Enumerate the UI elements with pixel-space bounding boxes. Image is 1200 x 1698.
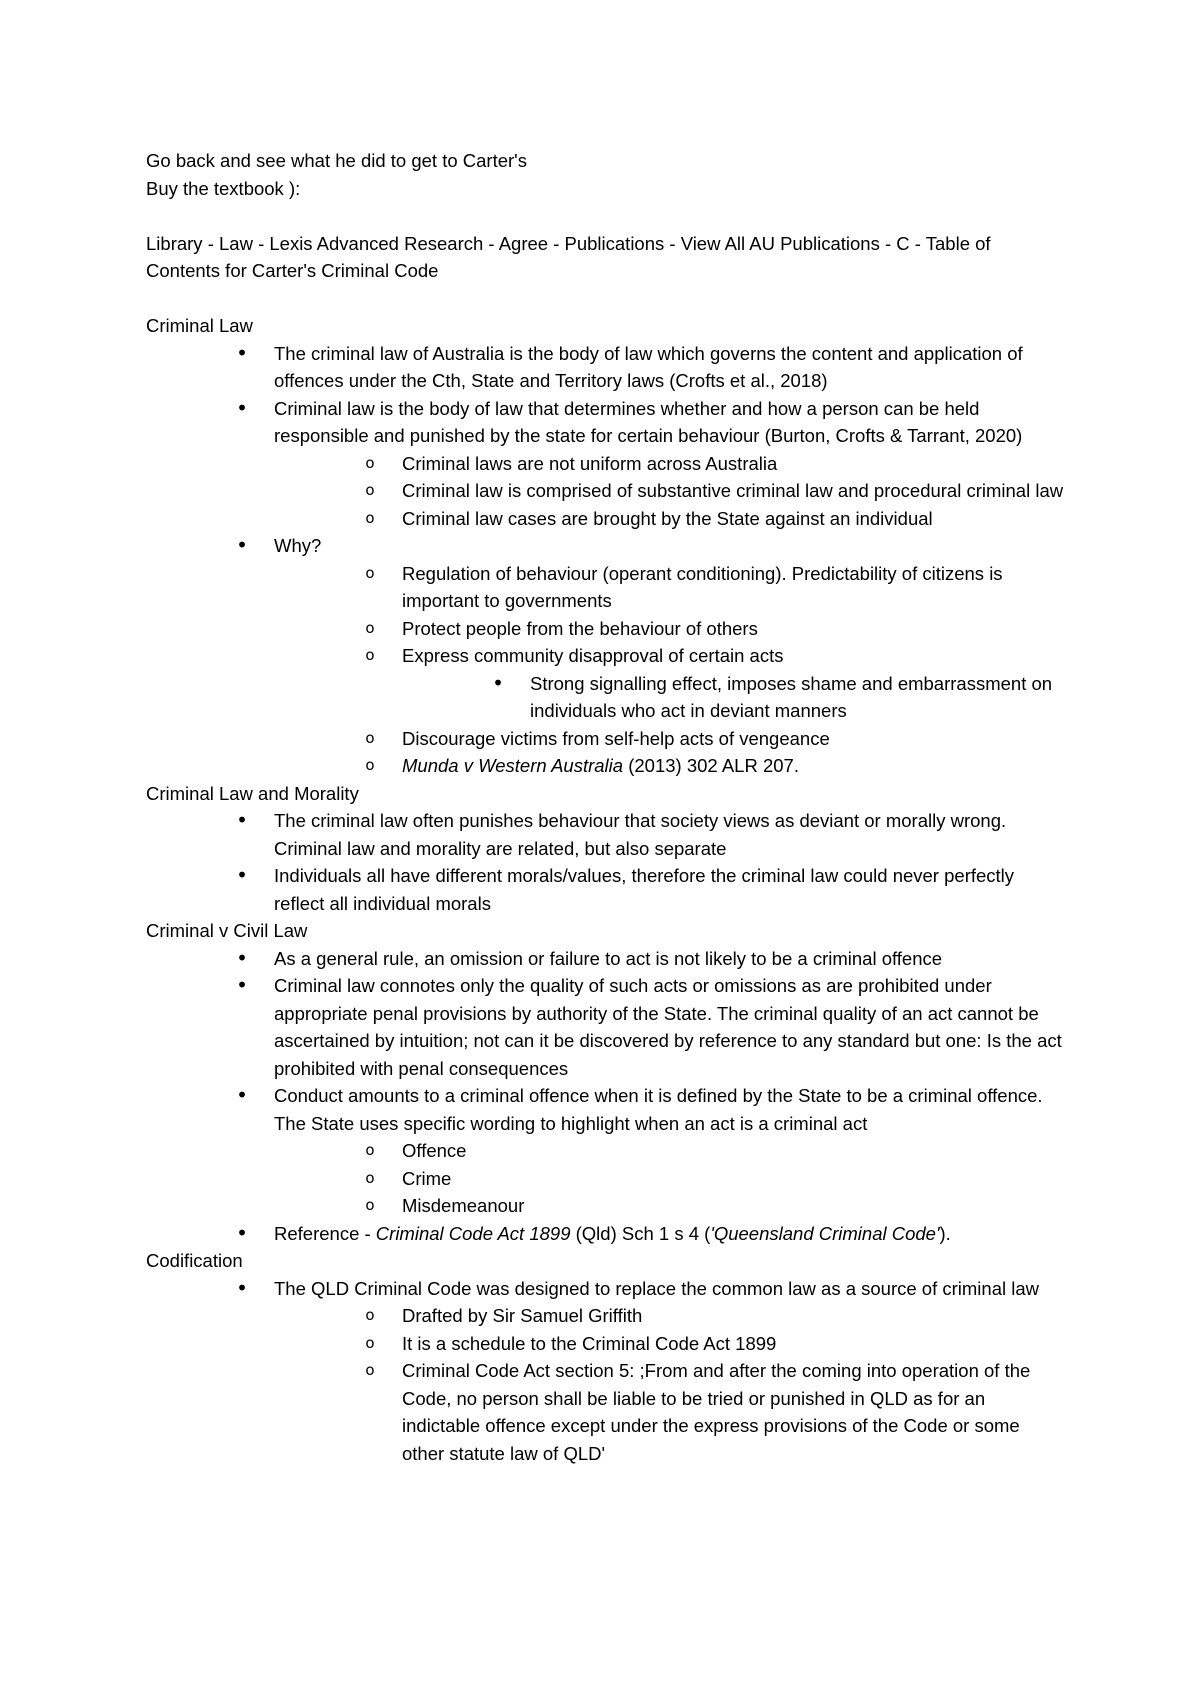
bullet-dot-icon: •: [236, 395, 248, 420]
case-citation: (2013) 302 ALR 207.: [623, 755, 799, 776]
bullet-circle-icon: o: [365, 618, 375, 637]
list-item: [146, 945, 1066, 973]
bullet-dot-icon: •: [236, 863, 248, 887]
morality-list: [146, 807, 1066, 917]
list-item: [146, 725, 1066, 753]
list-item-text: Discourage victims from self-help acts of vengeance: [402, 727, 830, 749]
bullet-circle-icon: o: [365, 1196, 375, 1214]
intro-textbook-note: Buy the textbook ):: [146, 177, 301, 199]
codification-list: [146, 1275, 1066, 1468]
list-item: [146, 1192, 1066, 1220]
bullet-circle-icon: o: [365, 1168, 375, 1187]
list-item-text: Misdemeanour: [402, 1195, 525, 1216]
bullet-circle-icon: o: [365, 1306, 375, 1324]
list-item: [146, 1357, 1066, 1467]
reference-end: ).: [939, 1222, 951, 1244]
bullet-dot-icon: •: [236, 340, 248, 365]
list-item-text: Offence: [402, 1140, 467, 1161]
list-item-text: Express community disapproval of certain acts: [402, 645, 784, 666]
list-item-text: Criminal Code Act section 5: ;From and after the coming into operation of the Code, no person shall be liable to be tried or punished in QLD as for an indictable offence except under the express provisions of the Code or some other statute law of QLD': [402, 1360, 1031, 1464]
bullet-circle-icon: o: [365, 1333, 375, 1352]
list-item: [146, 1302, 1066, 1330]
list-item-text: Strong signalling effect, imposes shame and embarrassment on individuals who act in deviant manners: [530, 672, 1053, 721]
list-item-text: The criminal law of Australia is the body of law which governs the content and application of offences under the Cth, State and Territory laws (Crofts et al., 2018): [274, 342, 1023, 391]
bullet-circle-icon: o: [365, 728, 375, 747]
list-item: [146, 450, 1066, 478]
list-item: [146, 505, 1066, 533]
list-item-text: Why?: [274, 535, 322, 556]
list-item-text: As a general rule, an omission or failure to act is not likely to be a criminal offence: [274, 947, 943, 969]
bullet-circle-icon: o: [365, 646, 375, 664]
section-heading-morality: Criminal Law and Morality: [146, 782, 359, 804]
list-item: [146, 1137, 1066, 1165]
act-citation: (Qld) Sch 1 s 4 (: [570, 1222, 711, 1244]
bullet-dot-icon: •: [492, 670, 504, 695]
list-item-text: The criminal law often punishes behaviour that society views as deviant or morally wrong. Criminal law and morality are related, but also separate: [274, 810, 1007, 859]
bullet-dot-icon: •: [236, 1220, 248, 1245]
list-item-text: The QLD Criminal Code was designed to replace the common law as a source of criminal law: [274, 1277, 1040, 1299]
intro-note: Go back and see what he did to get to Carter's: [146, 150, 527, 171]
bullet-dot-icon: •: [236, 1275, 248, 1300]
blank-line: [146, 285, 1066, 313]
list-item-text: Criminal law connotes only the quality of such acts or omissions as are prohibited under appropriate penal provisions by authority of the State. The criminal quality of an act cannot be ascertained by intuition; not can it be discovered by reference to any standard but one: Is the act prohibited with penal consequences: [274, 975, 1062, 1079]
list-item-text: Protect people from the behaviour of others: [402, 617, 758, 639]
list-item-text: Crime: [402, 1167, 452, 1189]
bullet-dot-icon: •: [236, 945, 248, 970]
list-item-text: Conduct amounts to a criminal offence when it is defined by the State to be a criminal offence. The State uses specific wording to highlight when an act is a criminal act: [274, 1085, 1043, 1134]
list-item: [146, 615, 1066, 643]
list-item-text: Regulation of behaviour (operant conditioning). Predictability of citizens is important to governments: [402, 562, 1003, 611]
list-item-text: Criminal laws are not uniform across Australia: [402, 452, 778, 474]
list-item-text: [274, 1223, 951, 1244]
list-item-text: Criminal law is comprised of substantive criminal law and procedural criminal law: [402, 480, 1064, 501]
bullet-circle-icon: o: [365, 508, 375, 527]
list-item: [146, 1082, 1066, 1137]
bullet-dot-icon: •: [236, 533, 248, 557]
bullet-circle-icon: o: [365, 1361, 375, 1379]
list-item: [146, 807, 1066, 862]
list-item-text: Individuals all have different morals/values, therefore the criminal law could never perfectly reflect all individual morals: [274, 865, 1015, 914]
list-item: [146, 395, 1066, 450]
bullet-circle-icon: o: [365, 1141, 375, 1159]
list-item: [146, 1220, 1066, 1248]
act-short-title: 'Queensland Criminal Code': [710, 1222, 940, 1244]
bullet-circle-icon: o: [365, 453, 375, 472]
list-item: [146, 972, 1066, 1082]
bullet-dot-icon: •: [236, 973, 248, 997]
list-item: [146, 477, 1066, 505]
list-item: [146, 1330, 1066, 1358]
list-item: [146, 862, 1066, 917]
act-name: Criminal Code Act 1899: [375, 1222, 571, 1244]
list-item-text: Drafted by Sir Samuel Griffith: [402, 1305, 643, 1326]
list-item-text: Criminal law cases are brought by the State against an individual: [402, 507, 933, 529]
section-heading-criminal-v-civil: Criminal v Civil Law: [146, 920, 308, 941]
list-item: [146, 1275, 1066, 1303]
bullet-dot-icon: •: [236, 808, 248, 832]
list-item: [146, 670, 1066, 725]
bullet-circle-icon: o: [365, 563, 375, 582]
list-item-text: Criminal law is the body of law that determines whether and how a person can be held responsible and punished by the state for certain behaviour (Burton, Crofts & Tarrant, 2020): [274, 397, 1023, 446]
section-heading-codification: Codification: [146, 1250, 243, 1271]
criminal-law-list: [146, 340, 1066, 780]
library-navigation-path: Library - Law - Lexis Advanced Research - Agree - Publications - View All AU Publications - C - Table of Contents for Carter's Criminal Code: [146, 232, 991, 281]
bullet-dot-icon: •: [236, 1083, 248, 1107]
list-item: [146, 1165, 1066, 1193]
reference-prefix: Reference -: [274, 1222, 376, 1244]
list-item: [146, 560, 1066, 615]
document-body: [146, 147, 1066, 1467]
list-item: [146, 340, 1066, 395]
list-item: [146, 752, 1066, 780]
blank-line: [146, 202, 1066, 230]
list-item-text: It is a schedule to the Criminal Code Act 1899: [402, 1332, 777, 1354]
list-item-text: [402, 755, 799, 776]
case-name: Munda v Western Australia: [402, 755, 624, 776]
list-item: [146, 642, 1066, 670]
civil-list: [146, 945, 1066, 1248]
bullet-circle-icon: o: [365, 756, 375, 774]
list-item: [146, 532, 1066, 560]
section-heading-criminal-law: Criminal Law: [146, 315, 253, 336]
bullet-circle-icon: o: [365, 481, 375, 499]
